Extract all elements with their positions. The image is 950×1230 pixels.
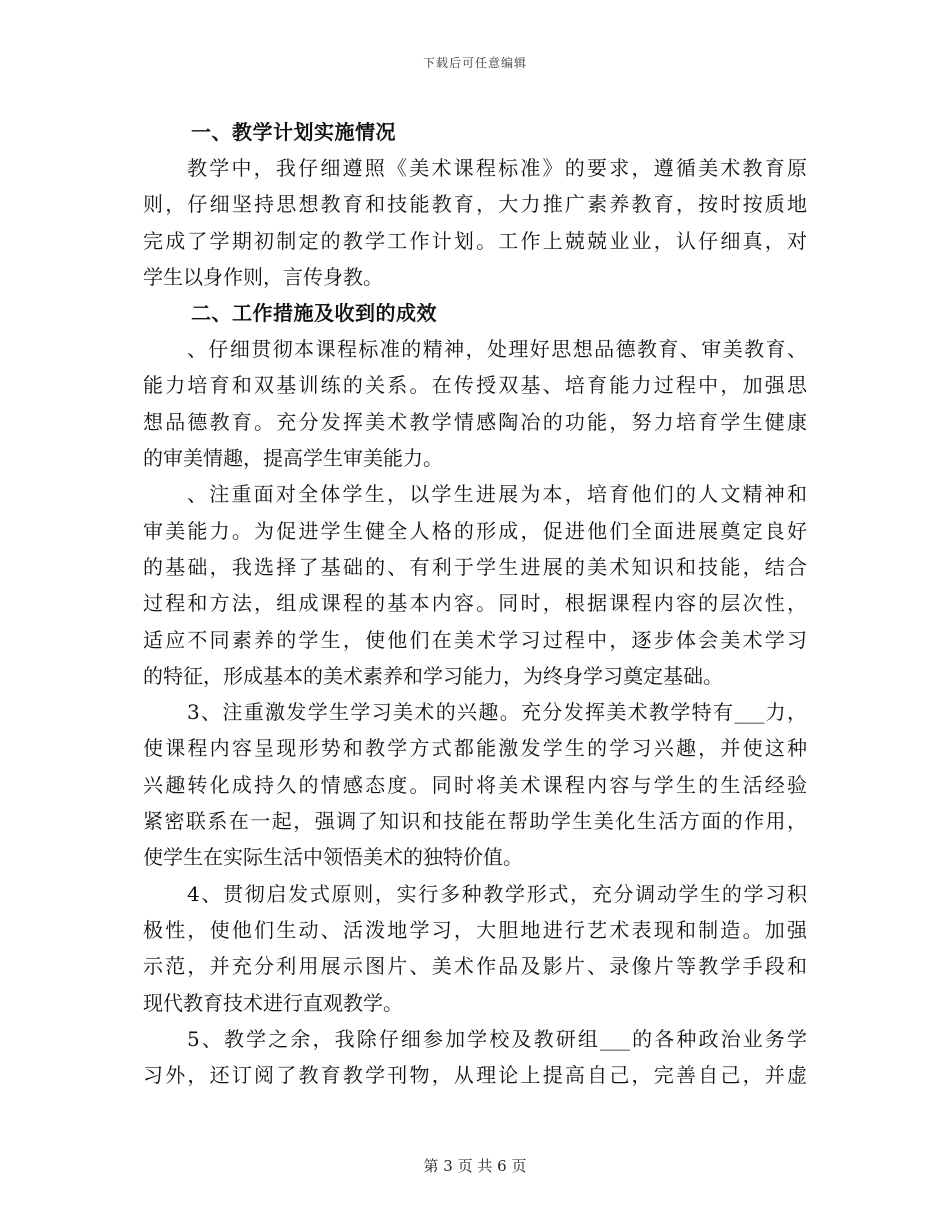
text-line: 示范，并充分利用展示图片、美术作品及影片、录像片等教学手段和 xyxy=(143,954,807,979)
text-line: 学生以身作则，言传身教。 xyxy=(143,264,383,289)
text-line: 的审美情趣，提高学生审美能力。 xyxy=(143,446,443,471)
text-line: 、注重面对全体学生，以学生进展为本，培育他们的人文精神和 xyxy=(187,482,807,507)
text-line: 想品德教育。充分发挥美术教学情感陶冶的功能，努力培育学生健康 xyxy=(143,409,807,434)
text-line: 现代教育技术进行直观教学。 xyxy=(143,990,403,1015)
text-line: 使学生在实际生活中领悟美术的独特价值。 xyxy=(143,845,523,870)
text-line: 过程和方法，组成课程的基本内容。同时，根据课程内容的层次性， xyxy=(143,591,807,616)
text-line: 紧密联系在一起，强调了知识和技能在帮助学生美化生活方面的作用， xyxy=(143,809,807,834)
text-line: 的特征，形成基本的美术素养和学习能力，为终身学习奠定基础。 xyxy=(143,663,723,688)
text-line: 的基础，我选择了基础的、有利于学生进展的美术知识和技能，结合 xyxy=(143,554,807,579)
text-line: 使课程内容呈现形势和教学方式都能激发学生的学习兴趣，并使这种 xyxy=(143,736,807,761)
paragraph xyxy=(143,694,807,875)
text-line: 审美能力。为促进学生健全人格的形成，促进他们全面进展奠定良好 xyxy=(143,518,807,543)
paragraph xyxy=(143,150,807,295)
paragraph xyxy=(143,1021,807,1094)
section-heading: 二、工作措施及收到的成效 xyxy=(191,301,437,326)
section-heading: 一、教学计划实施情况 xyxy=(191,120,396,144)
text-line: 教学中，我仔细遵照《美术课程标准》的要求，遵循美术教育原 xyxy=(187,156,807,180)
document-body xyxy=(143,114,807,1093)
paragraph xyxy=(143,876,807,1021)
text-line: 能力培育和双基训练的关系。在传授双基、培育能力过程中，加强思 xyxy=(143,373,807,398)
text-line: 5、教学之余，我除仔细参加学校及教研组___的各种政治业务学 xyxy=(187,1026,807,1051)
text-line: 3、注重激发学生学习美术的兴趣。充分发挥美术教学特有___力， xyxy=(187,700,807,725)
text-line: 完成了学期初制定的教学工作计划。工作上兢兢业业，认仔细真，对 xyxy=(143,228,807,253)
text-line: 习外，还订阅了教育教学刊物，从理论上提高自己，完善自己，并虚 xyxy=(143,1063,807,1088)
paragraph xyxy=(143,331,807,476)
paragraph xyxy=(143,476,807,694)
text-line: 极性，使他们生动、活泼地学习，大胆地进行艺术表现和制造。加强 xyxy=(143,917,807,942)
page-footer: 第 3 页 共 6 页 xyxy=(423,1157,527,1175)
header-note: 下载后可任意编辑 xyxy=(422,56,527,70)
text-line: 则，仔细坚持思想教育和技能教育，大力推广素养教育，按时按质地 xyxy=(143,192,807,217)
text-line: 兴趣转化成持久的情感态度。同时将美术课程内容与学生的生活经验 xyxy=(143,772,807,797)
text-line: 、仔细贯彻本课程标准的精神，处理好思想品德教育、审美教育、 xyxy=(187,337,807,362)
text-line: 适应不同素养的学生，使他们在美术学习过程中，逐步体会美术学习 xyxy=(143,627,807,652)
text-line: 4、贯彻启发式原则，实行多种教学形式，充分调动学生的学习积 xyxy=(187,881,807,906)
